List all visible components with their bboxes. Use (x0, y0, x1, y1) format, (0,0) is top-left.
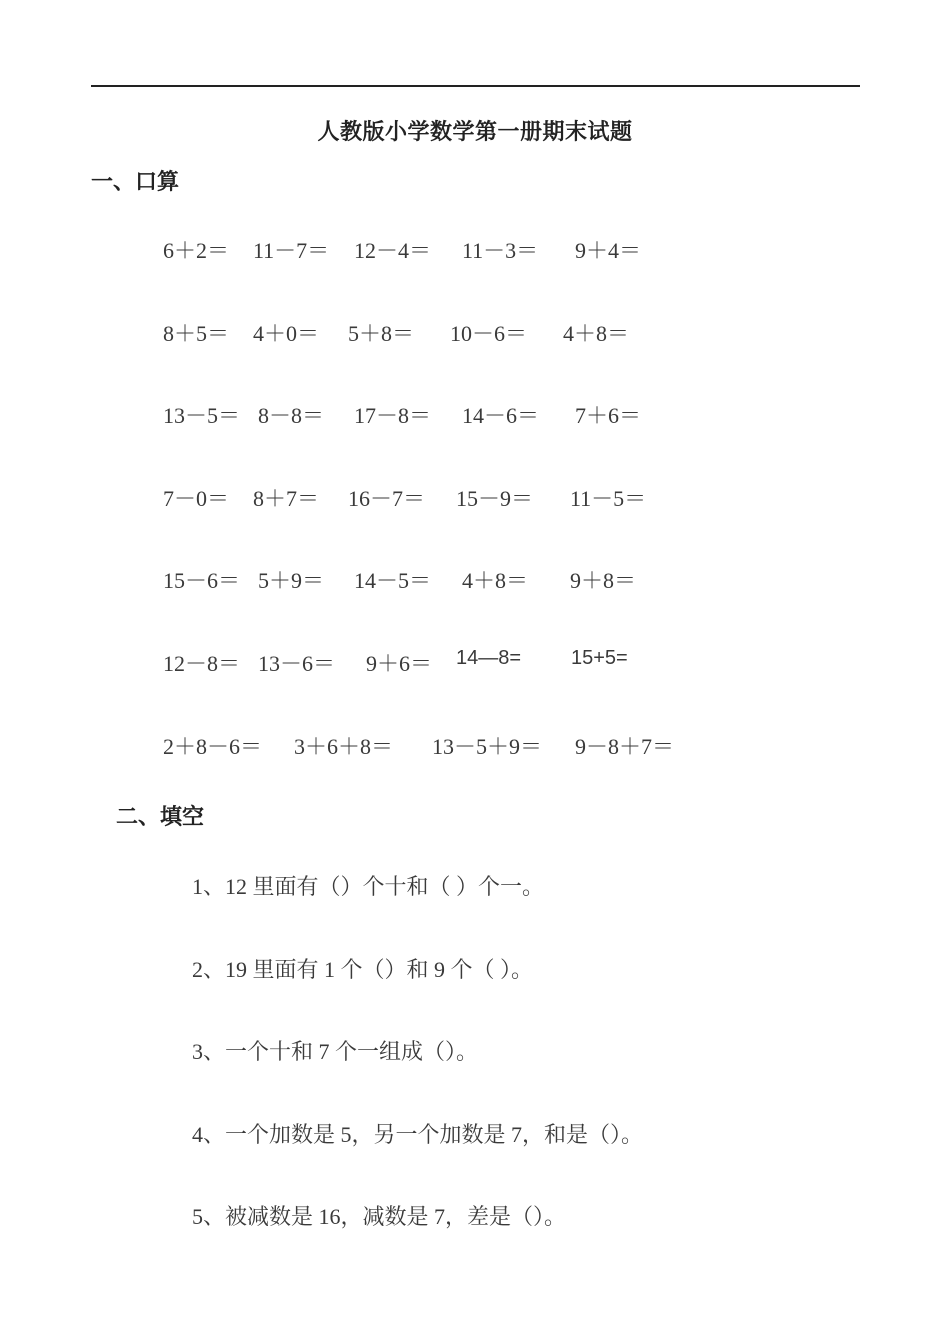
oral-item: 12－8＝ (163, 651, 241, 676)
oral-item: 8－8＝ (258, 403, 325, 428)
oral-item: 9－8＋7＝ (575, 734, 675, 759)
header-rule (91, 85, 860, 87)
oral-item: 8＋7＝ (253, 486, 320, 511)
fill-question-2: 2、19 里面有 1 个（）和 9 个（ ）。 (192, 957, 534, 982)
oral-item: 9＋6＝ (366, 651, 433, 676)
oral-item: 9＋8＝ (570, 568, 637, 593)
oral-item: 13－5＝ (163, 403, 241, 428)
oral-row-7 (0, 730, 950, 760)
oral-item: 9＋4＝ (575, 238, 642, 263)
oral-item: 13－6＝ (258, 651, 336, 676)
oral-item: 15+5= (571, 647, 628, 669)
fill-question-1: 1、12 里面有（）个十和（ ）个一。 (192, 874, 545, 899)
oral-item: 14－5＝ (354, 568, 432, 593)
oral-item: 15－9＝ (456, 486, 534, 511)
oral-item: 3＋6＋8＝ (294, 734, 394, 759)
oral-item: 14—8= (456, 647, 522, 669)
oral-item: 10－6＝ (450, 321, 528, 346)
fill-question-4: 4、一个加数是 5，另一个加数是 7，和是（）。 (192, 1122, 644, 1147)
oral-item: 11－5＝ (570, 486, 647, 511)
oral-item: 7＋6＝ (575, 403, 642, 428)
oral-item: 12－4＝ (354, 238, 432, 263)
oral-item: 4＋8＝ (563, 321, 630, 346)
page-title: 人教版小学数学第一册期末试题 (317, 119, 633, 144)
fill-question-5: 5、被减数是 16，减数是 7，差是（）。 (192, 1204, 567, 1229)
oral-item: 11－7＝ (253, 238, 330, 263)
oral-row-6 (0, 647, 950, 677)
oral-item: 5＋8＝ (348, 321, 415, 346)
oral-item: 11－3＝ (462, 238, 539, 263)
section-heading-oral-calculation: 一、口算 (91, 169, 180, 194)
oral-item: 8＋5＝ (163, 321, 230, 346)
oral-item: 4＋0＝ (253, 321, 320, 346)
fill-question-3: 3、一个十和 7 个一组成（）。 (192, 1039, 479, 1064)
section-heading-fill-in: 二、填空 (116, 804, 205, 829)
oral-item: 7－0＝ (163, 486, 230, 511)
oral-row-2 (0, 317, 950, 347)
oral-item: 2＋8－6＝ (163, 734, 263, 759)
oral-item: 17－8＝ (354, 403, 432, 428)
oral-item: 6＋2＝ (163, 238, 230, 263)
oral-item: 15－6＝ (163, 568, 241, 593)
oral-item: 16－7＝ (348, 486, 426, 511)
oral-item: 5＋9＝ (258, 568, 325, 593)
oral-row-4 (0, 482, 950, 512)
oral-row-1 (0, 234, 950, 264)
oral-row-3 (0, 399, 950, 429)
oral-item: 4＋8＝ (462, 568, 529, 593)
oral-item: 14－6＝ (462, 403, 540, 428)
oral-item: 13－5＋9＝ (432, 734, 543, 759)
oral-row-5 (0, 564, 950, 594)
